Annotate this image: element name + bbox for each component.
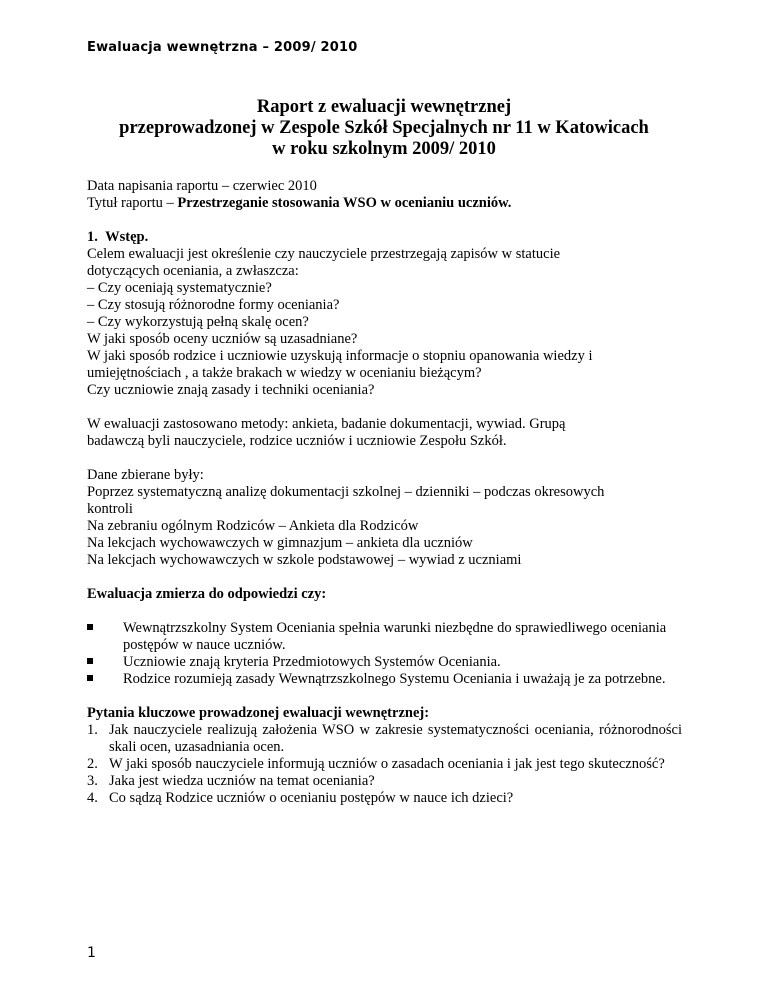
list-item: 1. Jak nauczyciele realizują założenia WSO w zakresie systematyczności oceniania, różnorodności skali ocen, uzasadniania ocen.: [87, 722, 682, 755]
intro-line: – Czy oceniają systematycznie?: [87, 280, 272, 296]
list-item: 4. Co sądzą Rodzice uczniów o ocenianiu postępów w nauce ich dzieci?: [87, 790, 514, 806]
square-bullet-icon: [87, 675, 93, 681]
intro-line: umiejętnościach , a także brakach w wiedzy w ocenianiu bieżącym?: [87, 365, 482, 381]
data-collection-line: Poprzez systematyczną analizę dokumentacji szkolnej – dzienniki – podczas okresowych: [87, 484, 605, 500]
key-questions-heading: Pytania kluczowe prowadzonej ewaluacji wewnętrznej:: [87, 705, 430, 721]
list-item: Rodzice rozumieją zasady Wewnątrzszkolnego Systemu Oceniania i uważają je za potrzebne.: [87, 671, 682, 688]
intro-heading-text: Wstęp.: [105, 229, 149, 245]
data-collection-line: Na lekcjach wychowawczych w gimnazjum – ankieta dla uczniów: [87, 535, 473, 551]
intro-line: Celem ewaluacji jest określenie czy nauczyciele przestrzegają zapisów w statucie: [87, 246, 561, 262]
topic-line: [87, 195, 682, 212]
title-line-2: przeprowadzonej w Zespole Szkół Specjalnych nr 11 w Katowicach: [119, 118, 649, 138]
data-collection-line: Na zebraniu ogólnym Rodziców – Ankieta dla Rodziców: [87, 518, 419, 534]
running-header: Ewaluacja wewnętrzna – 2009/ 2010: [87, 40, 358, 55]
square-bullet-icon: [87, 658, 93, 664]
intro-line: W jaki sposób oceny uczniów są uzasadniane?: [87, 331, 358, 347]
data-collection-line: Na lekcjach wychowawczych w szkole podstawowej – wywiad z uczniami: [87, 552, 522, 568]
intro-line: Czy uczniowie znają zasady i techniki oceniania?: [87, 382, 375, 398]
page-number: 1: [87, 945, 96, 961]
aims-heading: Ewaluacja zmierza do odpowiedzi czy:: [87, 586, 327, 602]
intro-line: – Czy wykorzystują pełną skalę ocen?: [87, 314, 309, 330]
list-item: Uczniowie znają kryteria Przedmiotowych Systemów Oceniania.: [87, 654, 682, 671]
methods-line: badawczą byli nauczyciele, rodzice uczniów i uczniowie Zespołu Szkół.: [87, 433, 507, 449]
list-item: 3. Jaka jest wiedza uczniów na temat oceniania?: [87, 773, 375, 789]
methods-line: W ewaluacji zastosowano metody: ankieta, badanie dokumentacji, wywiad. Grupą: [87, 416, 566, 432]
aims-list: [87, 620, 682, 688]
square-bullet-icon: [87, 624, 93, 630]
intro-line: – Czy stosują różnorodne formy oceniania?: [87, 297, 340, 313]
report-body: [87, 178, 682, 807]
intro-heading: [87, 229, 682, 246]
title-line-3: w roku szkolnym 2009/ 2010: [272, 139, 496, 159]
title-line-1: Raport z ewaluacji wewnętrznej: [256, 97, 512, 117]
intro-heading-num: 1.: [87, 229, 98, 245]
topic-value: Przestrzeganie stosowania WSO w ocenianiu uczniów.: [177, 195, 512, 211]
list-item: 2. W jaki sposób nauczyciele informują uczniów o zasadach oceniania i jak jest tego skuteczność?: [87, 756, 665, 772]
report-title: [0, 97, 768, 160]
intro-line: dotyczących oceniania, a zwłaszcza:: [87, 263, 299, 279]
data-collection-line: Dane zbierane były:: [87, 467, 204, 483]
data-collection-line: kontroli: [87, 501, 133, 517]
date-line: Data napisania raportu – czerwiec 2010: [87, 178, 317, 194]
intro-line: W jaki sposób rodzice i uczniowie uzyskują informacje o stopniu opanowania wiedzy i: [87, 348, 593, 364]
list-item: Wewnątrzszkolny System Oceniania spełnia warunki niezbędne do sprawiedliwego oceniania postępów w nauce uczniów.: [87, 620, 682, 654]
key-questions-list: [87, 722, 682, 807]
topic-label: Tytuł raportu –: [87, 195, 178, 211]
